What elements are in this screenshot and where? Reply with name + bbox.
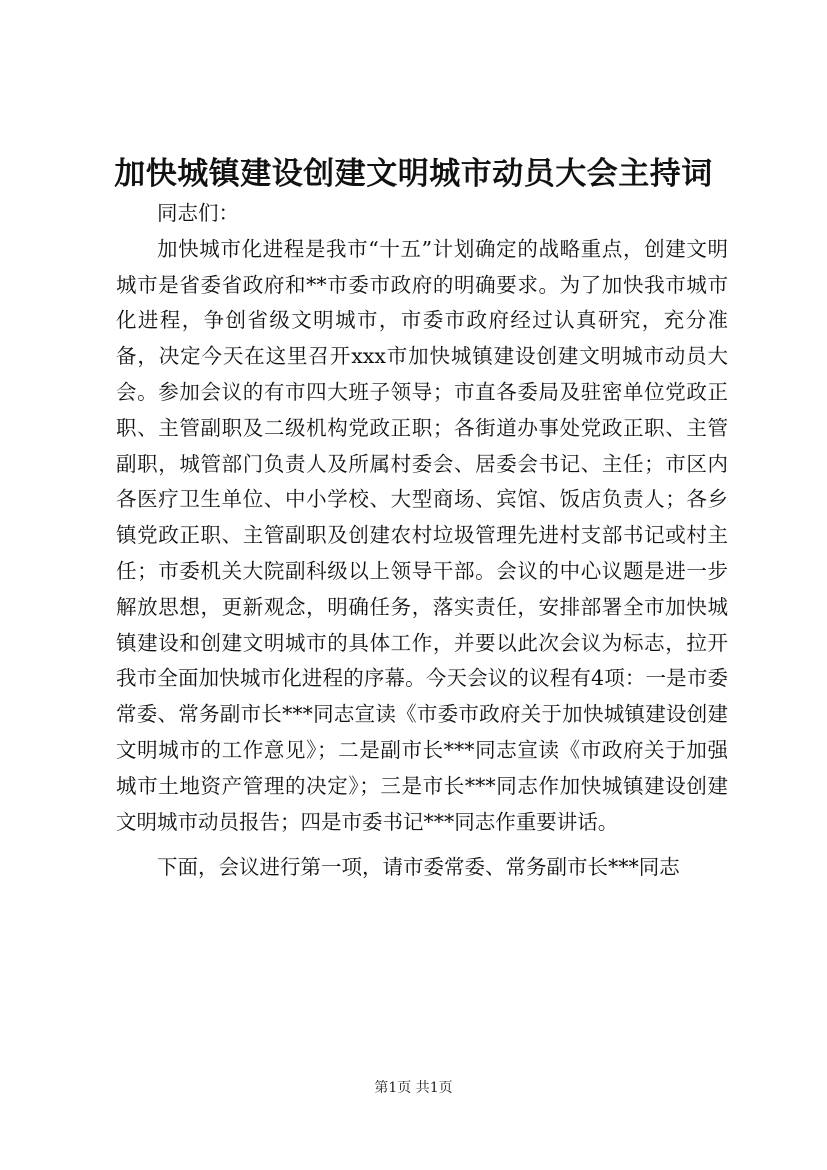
- document-title: 加快城镇建设创建文明城市动员大会主持词: [114, 156, 713, 192]
- document-body: [116, 196, 728, 886]
- paragraph-main: 加快城市化进程是我市“十五”计划确定的战略重点，创建文明城市是省委省政府和**市委市政府的明确要求。为了加快我市城市化进程，争创省级文明城市，市委市政府经过认真研究，充分准备，决定今天在这里召开xxx市加快城镇建设创建文明城市动员大会。参加会议的有市四大班子领导；市直各委局及驻密单位党政正职、主管副职及二级机构党政正职；各街道办事处党政正职、主管副职，城管部门负责人及所属村委会、居委会书记、主任；市区内各医疗卫生单位、中小学校、大型商场、宾馆、饭店负责人；各乡镇党政正职、主管副职及创建农村垃圾管理先进村支部书记或村主任；市委机关大院副科级以上领导干部。会议的中心议题是进一步解放思想，更新观念，明确任务，落实责任，安排部署全市加快城镇建设和创建文明城市的具体工作，并要以此次会议为标志，拉开我市全面加快城市化进程的序幕。今天会议的议程有4项：一是市委常委、常务副市长***同志宣读《市委市政府关于加快城镇建设创建文明城市的工作意见》；二是副市长***同志宣读《市政府关于加强城市土地资产管理的决定》；三是市长***同志作加快城镇建设创建文明城市动员报告；四是市委书记***同志作重要讲话。: [116, 236, 728, 834]
- paragraph-salutation: 同志们：: [157, 201, 239, 225]
- paragraph-next: 下面，会议进行第一项，请市委常委、常务副市长***同志: [157, 855, 680, 880]
- page-footer: 第1页 共1页: [374, 1080, 453, 1096]
